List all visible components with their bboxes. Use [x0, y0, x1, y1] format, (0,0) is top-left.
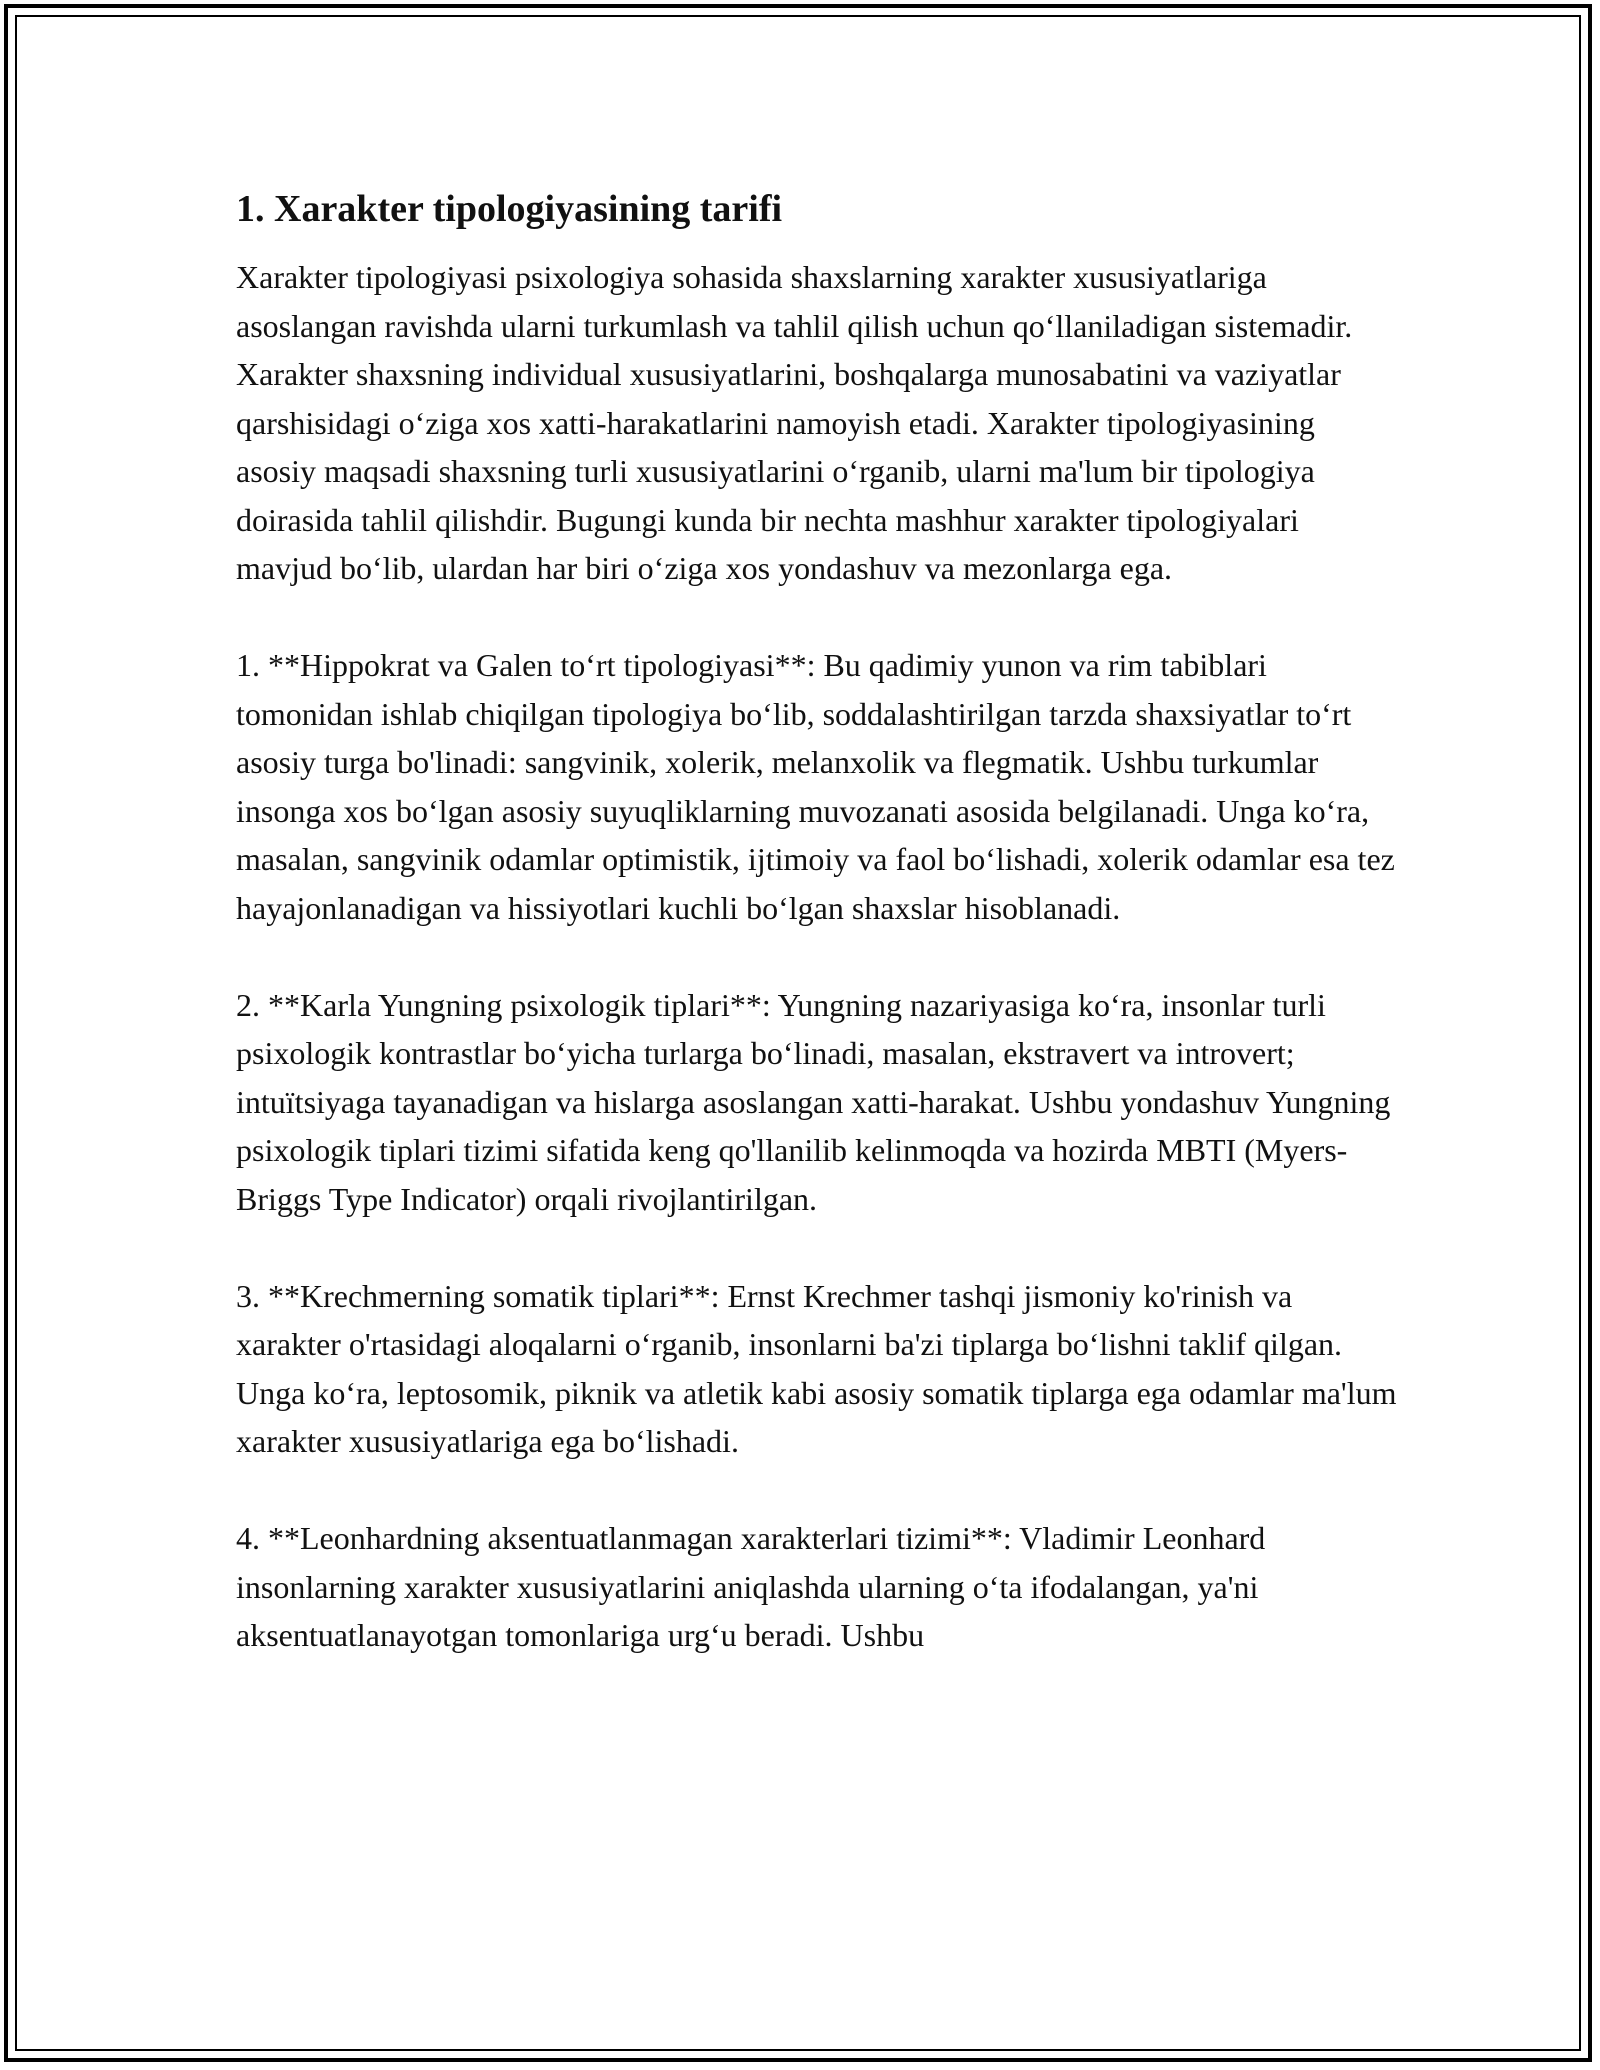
paragraph-hippokrat: 1. **Hippokrat va Galen to‘rt tipologiyasi**: Bu qadimiy yunon va rim tabiblari tomonidan ishlab chiqilgan tipologiya bo‘lib, soddalashtirilgan tarzda shaxsiyatlar to‘rt asosiy turga bo'linadi: sangvinik, xolerik, melanxolik va flegmatik. Ushbu turkumlar insonga xos bo‘lgan asosiy suyuqliklarning muvozanati asosida belgilanadi. Unga ko‘ra, masalan, sangvinik odamlar optimistik, ijtimoiy va faol bo‘lishadi, xolerik odamlar esa tez hayajonlanadigan va hissiyotlari kuchli bo‘lgan shaxslar hisoblanadi.	[236, 647, 1395, 926]
paragraph-leonhard: 4. **Leonhardning aksentuatlanmagan xarakterlari tizimi**: Vladimir Leonhard insonlarning xarakter xususiyatlarini aniqlashda ularning o‘ta ifodalangan, ya'ni aksentuatlanayotgan tomonlariga urg‘u beradi. Ushbu	[236, 1520, 1266, 1653]
document-body	[236, 185, 1400, 1708]
section-title: 1. Xarakter tipologiyasining tarifi	[236, 188, 783, 230]
intro-paragraph: Xarakter tipologiyasi psixologiya sohasida shaxslarning xarakter xususiyatlariga asoslangan ravishda ularni turkumlash va tahlil qilish uchun qo‘llaniladigan sistemadir. Xarakter shaxsning individual xususiyatlarini, boshqalarga munosabatini va vaziyatlar qarshisidagi o‘ziga xos xatti-harakatlarini namoyish etadi. Xarakter tipologiyasining asosiy maqsadi shaxsning turli xususiyatlarini o‘rganib, ularni ma'lum bir tipologiya doirasida tahlil qilishdir. Bugungi kunda bir nechta mashhur xarakter tipologiyalari mavjud bo‘lib, ulardan har biri o‘ziga xos yondashuv va mezonlarga ega.	[236, 259, 1353, 586]
paragraph-krechmer: 3. **Krechmerning somatik tiplari**: Ernst Krechmer tashqi jismoniy ko'rinish va xarakter o'rtasidagi aloqalarni o‘rganib, insonlarni ba'zi tiplarga bo‘lishni taklif qilgan. Unga ko‘ra, leptosomik, piknik va atletik kabi asosiy somatik tiplarga ega odamlar ma'lum xarakter xususiyatlariga ega bo‘lishadi.	[236, 1277, 1397, 1459]
paragraph-yung: 2. **Karla Yungning psixologik tiplari**: Yungning nazariyasiga ko‘ra, insonlar turli psixologik kontrastlar bo‘yicha turlarga bo‘linadi, masalan, ekstravert va introvert; intuïtsiyaga tayanadigan va hislarga asoslangan xatti-harakat. Ushbu yondashuv Yungning psixologik tiplari tizimi sifatida keng qo'llanilib kelinmoqda va hozirda MBTI (Myers-Briggs Type Indicator) orqali rivojlantirilgan.	[236, 986, 1391, 1217]
